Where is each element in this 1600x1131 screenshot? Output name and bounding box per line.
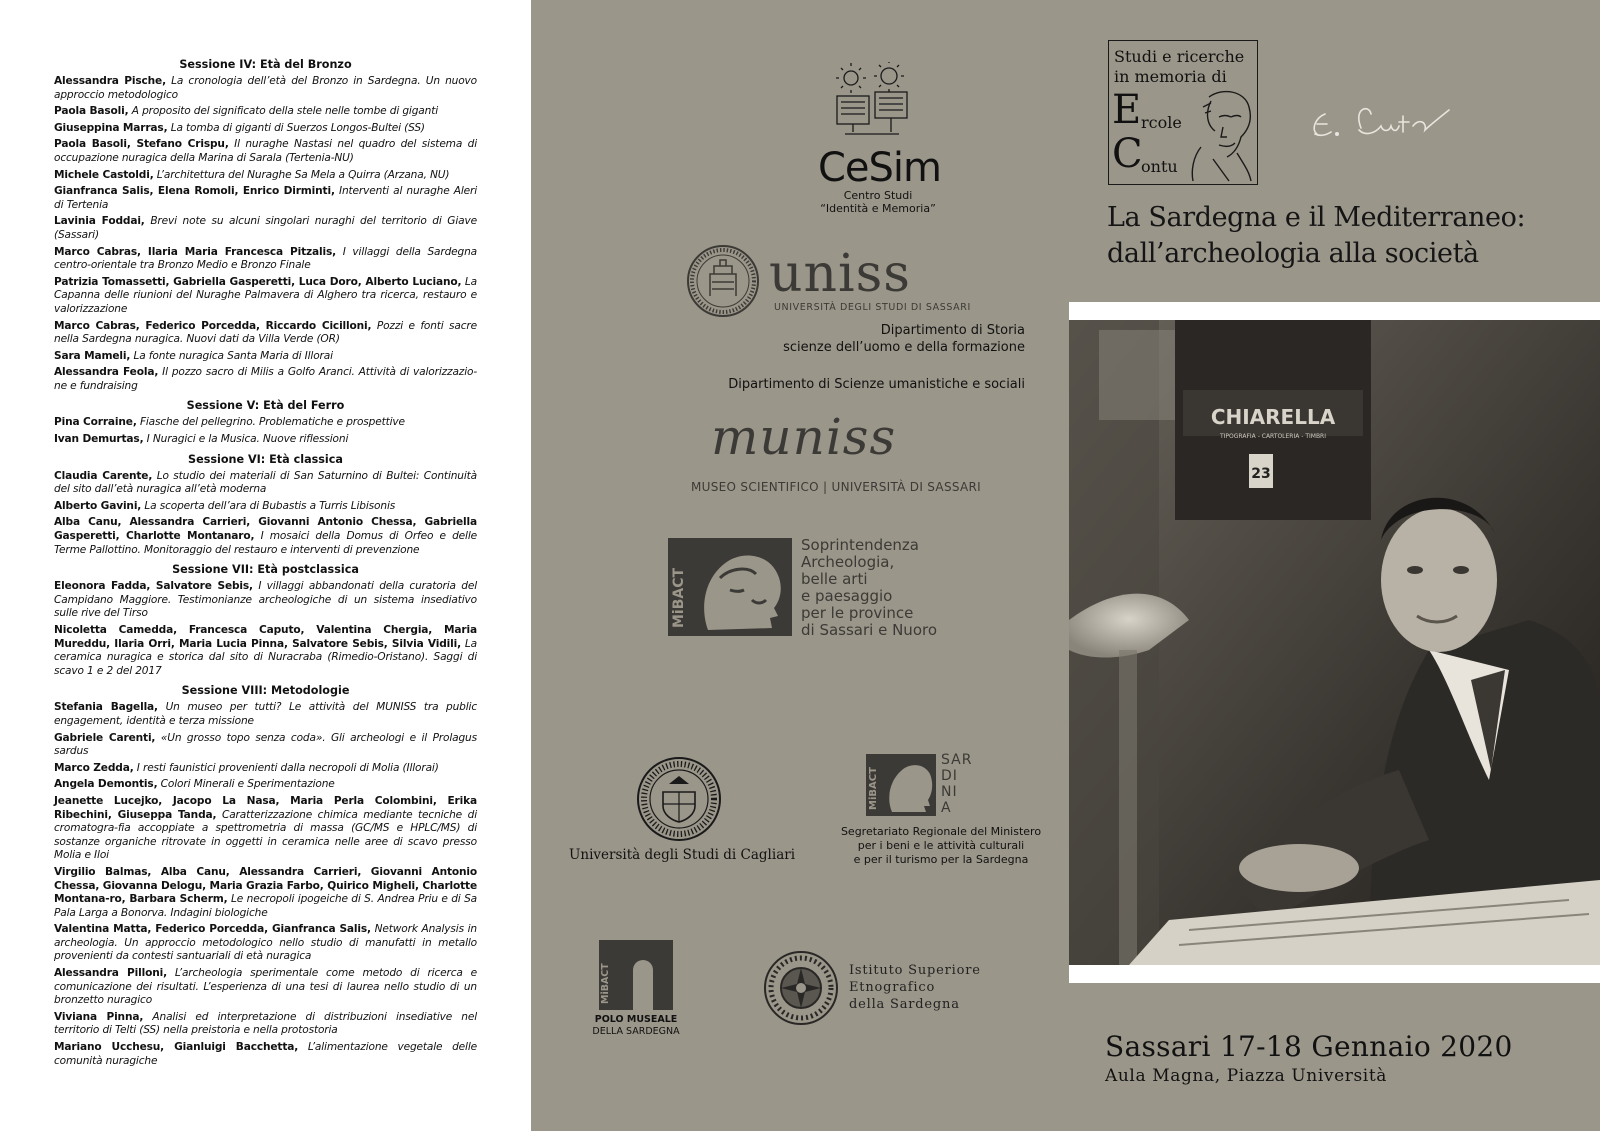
programme-entry bbox=[54, 366, 477, 393]
entry-title: I resti faunistici provenienti dalla necropoli di Molia (Illorai) bbox=[136, 761, 439, 774]
entry-authors: Alba Canu, Alessandra Carrieri, Giovanni Antonio Chessa, Gabriella Gasperetti, Charlotte Montanaro, bbox=[54, 516, 477, 543]
entry-authors: Alessandra Pilloni, bbox=[54, 967, 167, 980]
entry-title: Le necropoli ipogeiche di S. Andrea Priu e di Sa Pala Larga a Bonorva. Indagini biologiche bbox=[54, 893, 478, 919]
entry-authors: Lavinia Foddai, bbox=[54, 215, 145, 228]
cesim-line2: “Identità e Memoria” bbox=[820, 202, 936, 215]
event-date: Sassari 17-18 Gennaio 2020 bbox=[1105, 1030, 1513, 1063]
sardinia-part4: A bbox=[941, 800, 952, 816]
sopr-line1: Soprintendenza bbox=[801, 536, 920, 554]
entry-authors: Marco Zedda, bbox=[54, 761, 134, 774]
entry-authors: Eleonora Fadda, Salvatore Sebis, bbox=[54, 580, 253, 593]
entry-title: L’architettura del Nuraghe Sa Mela a Quirra (Arzana, NU) bbox=[156, 168, 450, 181]
programme-entry bbox=[54, 500, 477, 514]
sopr-line2: Archeologia, bbox=[801, 553, 895, 571]
dept-storia-line2: scienze dell’uomo e della formazione bbox=[783, 340, 1025, 355]
cover-title bbox=[1107, 200, 1525, 272]
entry-title: Il pozzo sacro di Milis a Golfo Aranci. Attività di valorizzazio-ne e fundraising bbox=[54, 366, 477, 392]
segretariato-text bbox=[826, 825, 1056, 867]
session-heading: Sessione VI: Età classica bbox=[188, 452, 343, 466]
entry-authors: Paola Basoli, bbox=[54, 105, 129, 118]
signature-icon bbox=[1309, 100, 1479, 144]
entry-authors: Patrizia Tomassetti, Gabriella Gasperetti, Luca Doro, Alberto Luciano, bbox=[54, 275, 462, 288]
entry-authors: Marco Cabras, Ilaria Maria Francesca Pitzalis, bbox=[54, 245, 337, 258]
programme-list bbox=[54, 58, 477, 1068]
programme-entry bbox=[54, 762, 477, 776]
entry-authors: Stefania Bagella, bbox=[54, 701, 158, 714]
series-line2: in memoria di bbox=[1114, 67, 1227, 86]
entry-authors: Alessandra Feola, bbox=[54, 366, 159, 379]
programme-entry bbox=[54, 169, 477, 183]
cover-panel bbox=[1069, 0, 1600, 1131]
entry-authors: Mariano Ucchesu, Gianluigi Bacchetta, bbox=[54, 1041, 299, 1054]
programme-entry bbox=[54, 215, 477, 242]
programme-entry bbox=[54, 122, 477, 136]
cesim-emblem-icon bbox=[831, 62, 941, 140]
entry-authors: Pina Corraine, bbox=[54, 416, 137, 429]
programme-entry bbox=[54, 701, 477, 728]
programme-entry bbox=[54, 1011, 477, 1038]
entry-title: Colori Minerali e Sperimentazione bbox=[160, 778, 335, 791]
entry-title: Lo studio dei materiali di San Saturnino di Bultei: Continuità del sito dall’età nuragica all’età moderna bbox=[54, 469, 477, 496]
entry-title: I Nuragici e la Musica. Nuove riflessioni bbox=[146, 433, 349, 446]
polo-museale-text bbox=[581, 1014, 691, 1038]
isre-text bbox=[849, 962, 981, 1013]
isre-line3: della Sardegna bbox=[849, 997, 960, 1012]
entry-authors: Alessandra Pische, bbox=[54, 75, 166, 87]
entry-title: La cronologia dell’età del Bronzo in Sardegna. Un nuovo approccio metodologico bbox=[54, 75, 477, 101]
entry-authors: Gianfranca Salis, Elena Romoli, Enrico Dirminti, bbox=[54, 185, 335, 198]
uniss-subtitle: UNIVERSITÀ DEGLI STUDI DI SASSARI bbox=[774, 302, 971, 313]
programme-entry bbox=[54, 732, 477, 759]
programme-entry bbox=[54, 350, 477, 364]
entry-title: I villaggi della Sardegna centro-orientale tra Bronzo Medio e Bronzo Finale bbox=[54, 245, 478, 272]
calendar-day: 23 bbox=[1251, 466, 1271, 482]
session-heading: Sessione IV: Età del Bronzo bbox=[179, 58, 352, 71]
entry-title: La ceramica nuragica e storica dal sito di Nuracraba (Rimedio-Oristano). Saggi di scavo 1 e 2 del 2017 bbox=[54, 637, 478, 677]
initial-e: E bbox=[1112, 87, 1142, 133]
cagliari-seal-icon bbox=[636, 756, 722, 842]
classical-head-icon bbox=[690, 538, 792, 636]
photo-bottom-margin bbox=[1069, 965, 1600, 983]
programme-entry bbox=[54, 923, 477, 964]
entry-authors: Sara Mameli, bbox=[54, 349, 131, 362]
mibact-bar-2 bbox=[866, 754, 882, 816]
entry-authors: Gabriele Carenti, bbox=[54, 731, 156, 744]
sopr-line3: belle arti bbox=[801, 570, 868, 588]
entry-authors: Paola Basoli, Stefano Crispu, bbox=[54, 138, 229, 151]
entry-title: Un museo per tutti? Le attività del MUNISS tra public engagement, identità e terza missione bbox=[54, 701, 478, 727]
portrait-sketch-icon bbox=[1189, 87, 1255, 183]
uniss-seal-icon bbox=[686, 244, 760, 318]
entry-title: La tomba di giganti di Suerzos Longos-Bultei (SS) bbox=[170, 121, 425, 134]
entry-title: Analisi ed interpretazione di distribuzioni insediative nel territorio di Telti (SS) nella preistoria e nella protostoria bbox=[54, 1010, 477, 1037]
entry-authors: Michele Castoldi, bbox=[54, 168, 154, 181]
programme-entry bbox=[54, 1041, 477, 1068]
uniss-logo-text: uniss bbox=[769, 244, 911, 304]
portrait-photo-illustration bbox=[1069, 320, 1600, 965]
sardinia-part1: SAR bbox=[941, 752, 973, 768]
chiarella-sign-sub: TIPOGRAFIA - CARTOLERIA - TIMBRI bbox=[1220, 433, 1326, 440]
programme-entry bbox=[54, 580, 477, 621]
mibact-bar bbox=[668, 538, 690, 636]
entry-authors: Giuseppina Marras, bbox=[54, 121, 168, 134]
programme-entry bbox=[54, 778, 477, 792]
muniss-logo-text: muniss bbox=[711, 408, 897, 466]
entry-authors: Jeanette Lucejko, Jacopo La Nasa, Maria Perla Colombini, Erika Ribechini, Giuseppa Tanda, bbox=[54, 794, 477, 821]
entry-authors: Marco Cabras, Federico Porcedda, Riccardo Cicilloni, bbox=[54, 319, 372, 332]
mibact-mark-2: MiBACT bbox=[868, 767, 879, 810]
programme-entry bbox=[54, 320, 477, 347]
dept-storia bbox=[783, 322, 1025, 356]
photo-top-margin bbox=[1069, 302, 1600, 320]
entry-title: Network Analysis in archeologia. Un approccio metodologico nello studio di manufatti in metallo provenienti da contesti santuariali di età nuragica bbox=[54, 923, 477, 963]
isre-line2: Etnografico bbox=[849, 980, 936, 995]
cesim-logo-text: CeSim bbox=[818, 145, 942, 191]
entry-title: L’alimentazione vegetale delle comunità nuragiche bbox=[54, 1041, 478, 1067]
segr-line1: Segretariato Regionale del Ministero bbox=[840, 825, 1042, 838]
dept-scienze-umanistiche: Dipartimento di Scienze umanistiche e sociali bbox=[728, 377, 1025, 392]
entry-title: Caratterizzazione chimica mediante tecniche di cromatogra-fia accoppiate a spettrometria di massa (GC/MS e HPLC/MS) di sostanze organiche ritrovate in oggetti in ceramica nelle aree di scavo presso Molia e Iloi bbox=[54, 808, 477, 862]
entry-title: Brevi note su alcuni singolari nuraghi del territorio di Giave (Sassari) bbox=[54, 215, 477, 241]
sardinia-part2: DI bbox=[941, 768, 958, 784]
sopr-line4: e paesaggio bbox=[801, 587, 893, 605]
polo-museale-arch-icon bbox=[613, 940, 673, 1010]
sopr-line5: per le province bbox=[801, 604, 914, 622]
session-heading: Sessione VII: Età postclassica bbox=[172, 563, 359, 577]
programme-entry bbox=[54, 276, 477, 317]
isre-line1: Istituto Superiore bbox=[849, 963, 981, 978]
name-rest-ercole: rcole bbox=[1141, 113, 1182, 132]
muniss-subtitle: MUSEO SCIENTIFICO | UNIVERSITÀ DI SASSARI bbox=[691, 480, 981, 494]
memoria-emblem bbox=[1108, 40, 1258, 185]
programme-entry bbox=[54, 138, 477, 165]
entry-authors: Ivan Demurtas, bbox=[54, 433, 144, 446]
programme-entry bbox=[54, 185, 477, 212]
entry-authors: Claudia Carente, bbox=[54, 469, 153, 482]
entry-title: Pozzi e fonti sacre nella Sardegna nuragica. Nuovi dati da Villa Verde (OR) bbox=[54, 319, 478, 346]
entry-title: A proposito del significato della stele nelle tombe di giganti bbox=[131, 105, 438, 118]
entry-title: Interventi al nuraghe Aleri di Tertenia bbox=[54, 185, 477, 211]
polo-line1: POLO MUSEALE bbox=[594, 1014, 678, 1025]
entry-title: La fonte nuragica Santa Maria di Illorai bbox=[133, 349, 333, 362]
mibact-bar-3 bbox=[599, 940, 613, 1010]
programme-entry bbox=[54, 516, 477, 557]
entry-authors: Alberto Gavini, bbox=[54, 499, 142, 512]
segr-line2: per i beni e le attività culturali bbox=[857, 839, 1025, 852]
programme-entry bbox=[54, 470, 477, 497]
entry-title: La scoperta dell’ara di Bubastis a Turris Libisonis bbox=[144, 499, 396, 512]
programme-entry bbox=[54, 795, 477, 863]
entry-title: I villaggi abbandonati della curatoria del Campidano Maggiore. Testimonianze archeologiche di un sistema insediativo sulle rive del Tirso bbox=[54, 580, 478, 620]
series-line1: Studi e ricerche bbox=[1114, 47, 1245, 66]
mibact-mark-3: MiBACT bbox=[600, 963, 611, 1004]
entry-authors: Viviana Pinna, bbox=[54, 1010, 144, 1023]
cesim-subtitle bbox=[808, 189, 948, 215]
entry-title: La Capanna delle riunioni del Nuraghe Palmavera di Alghero tra ricerca, restauro e valorizzazione bbox=[54, 275, 477, 315]
entry-authors: Angela Demontis, bbox=[54, 778, 158, 791]
chiarella-sign-text: CHIARELLA bbox=[1210, 405, 1336, 429]
programme-entry bbox=[54, 246, 477, 273]
event-venue: Aula Magna, Piazza Università bbox=[1105, 1066, 1388, 1086]
segr-line3: e per il turismo per la Sardegna bbox=[853, 853, 1029, 866]
session-heading: Sessione VIII: Metodologie bbox=[181, 684, 350, 698]
entry-authors: Virgilio Balmas, Alba Canu, Alessandra Carrieri, Giovanni Antonio Chessa, Giovanna Delogu, Maria Grazia Farbo, Quirico Migheli, Charlotte Montana-ro, Barbara Scherm, bbox=[54, 865, 477, 906]
programme-entry bbox=[54, 866, 477, 920]
classical-head-small-icon bbox=[882, 754, 936, 816]
sopr-line6: di Sassari e Nuoro bbox=[801, 621, 938, 639]
programme-entry bbox=[54, 433, 477, 447]
entry-title: «Un grosso topo senza coda». Gli archeologi e il Prolagus sardus bbox=[54, 731, 477, 758]
session-heading: Sessione V: Età del Ferro bbox=[186, 399, 345, 413]
cover-title-line1: La Sardegna e il Mediterraneo: bbox=[1107, 202, 1526, 233]
programme-entry bbox=[54, 624, 477, 678]
name-rest-contu: ontu bbox=[1141, 157, 1178, 176]
mibact-mark: MiBACT bbox=[671, 567, 687, 628]
programme-entry bbox=[54, 416, 477, 430]
polo-line2: DELLA SARDEGNA bbox=[592, 1026, 680, 1037]
programme-entry bbox=[54, 967, 477, 1008]
soprintendenza-text bbox=[801, 537, 937, 639]
programme-entry bbox=[54, 75, 477, 102]
sardinia-part3: NI bbox=[941, 784, 958, 800]
cesim-line1: Centro Studi bbox=[843, 189, 913, 202]
entry-authors: Nicoletta Camedda, Francesca Caputo, Valentina Chergia, Maria Mureddu, Ilaria Orri, Maria Lucia Pinna, Salvatore Sebis, Silvia Vidili, bbox=[54, 624, 477, 650]
dept-storia-line1: Dipartimento di Storia bbox=[880, 323, 1025, 338]
programme-entry bbox=[54, 105, 477, 119]
cagliari-name: Università degli Studi di Cagliari bbox=[569, 847, 796, 863]
programme-panel bbox=[0, 0, 531, 1131]
entry-authors: Valentina Matta, Federico Porcedda, Gianfranca Salis, bbox=[54, 923, 371, 936]
sardinia-vertical-text bbox=[941, 752, 972, 816]
logos-panel bbox=[531, 0, 1069, 1131]
entry-title: L’archeologia sperimentale come metodo di ricerca e comunicazione dei risultati. L’esperienza di una tesi di laurea nello studio di un bronzetto nuragico bbox=[54, 967, 477, 1007]
entry-title: Fiasche del pellegrino. Problematiche e prospettive bbox=[139, 416, 405, 429]
entry-title: Il nuraghe Nastasi nel quadro del sistema di occupazione nuragica della Marina di Sarala (Tertenia-NU) bbox=[54, 138, 477, 164]
entry-title: I mosaici della Domus di Orfeo e delle Terme Pallottino. Monitoraggio del restauro e interventi di prevenzione bbox=[54, 530, 477, 556]
portrait-photo bbox=[1069, 320, 1600, 965]
initial-c: C bbox=[1112, 131, 1143, 177]
cover-title-line2: dall’archeologia alla società bbox=[1107, 238, 1479, 269]
isre-rosette-icon bbox=[763, 950, 839, 1026]
